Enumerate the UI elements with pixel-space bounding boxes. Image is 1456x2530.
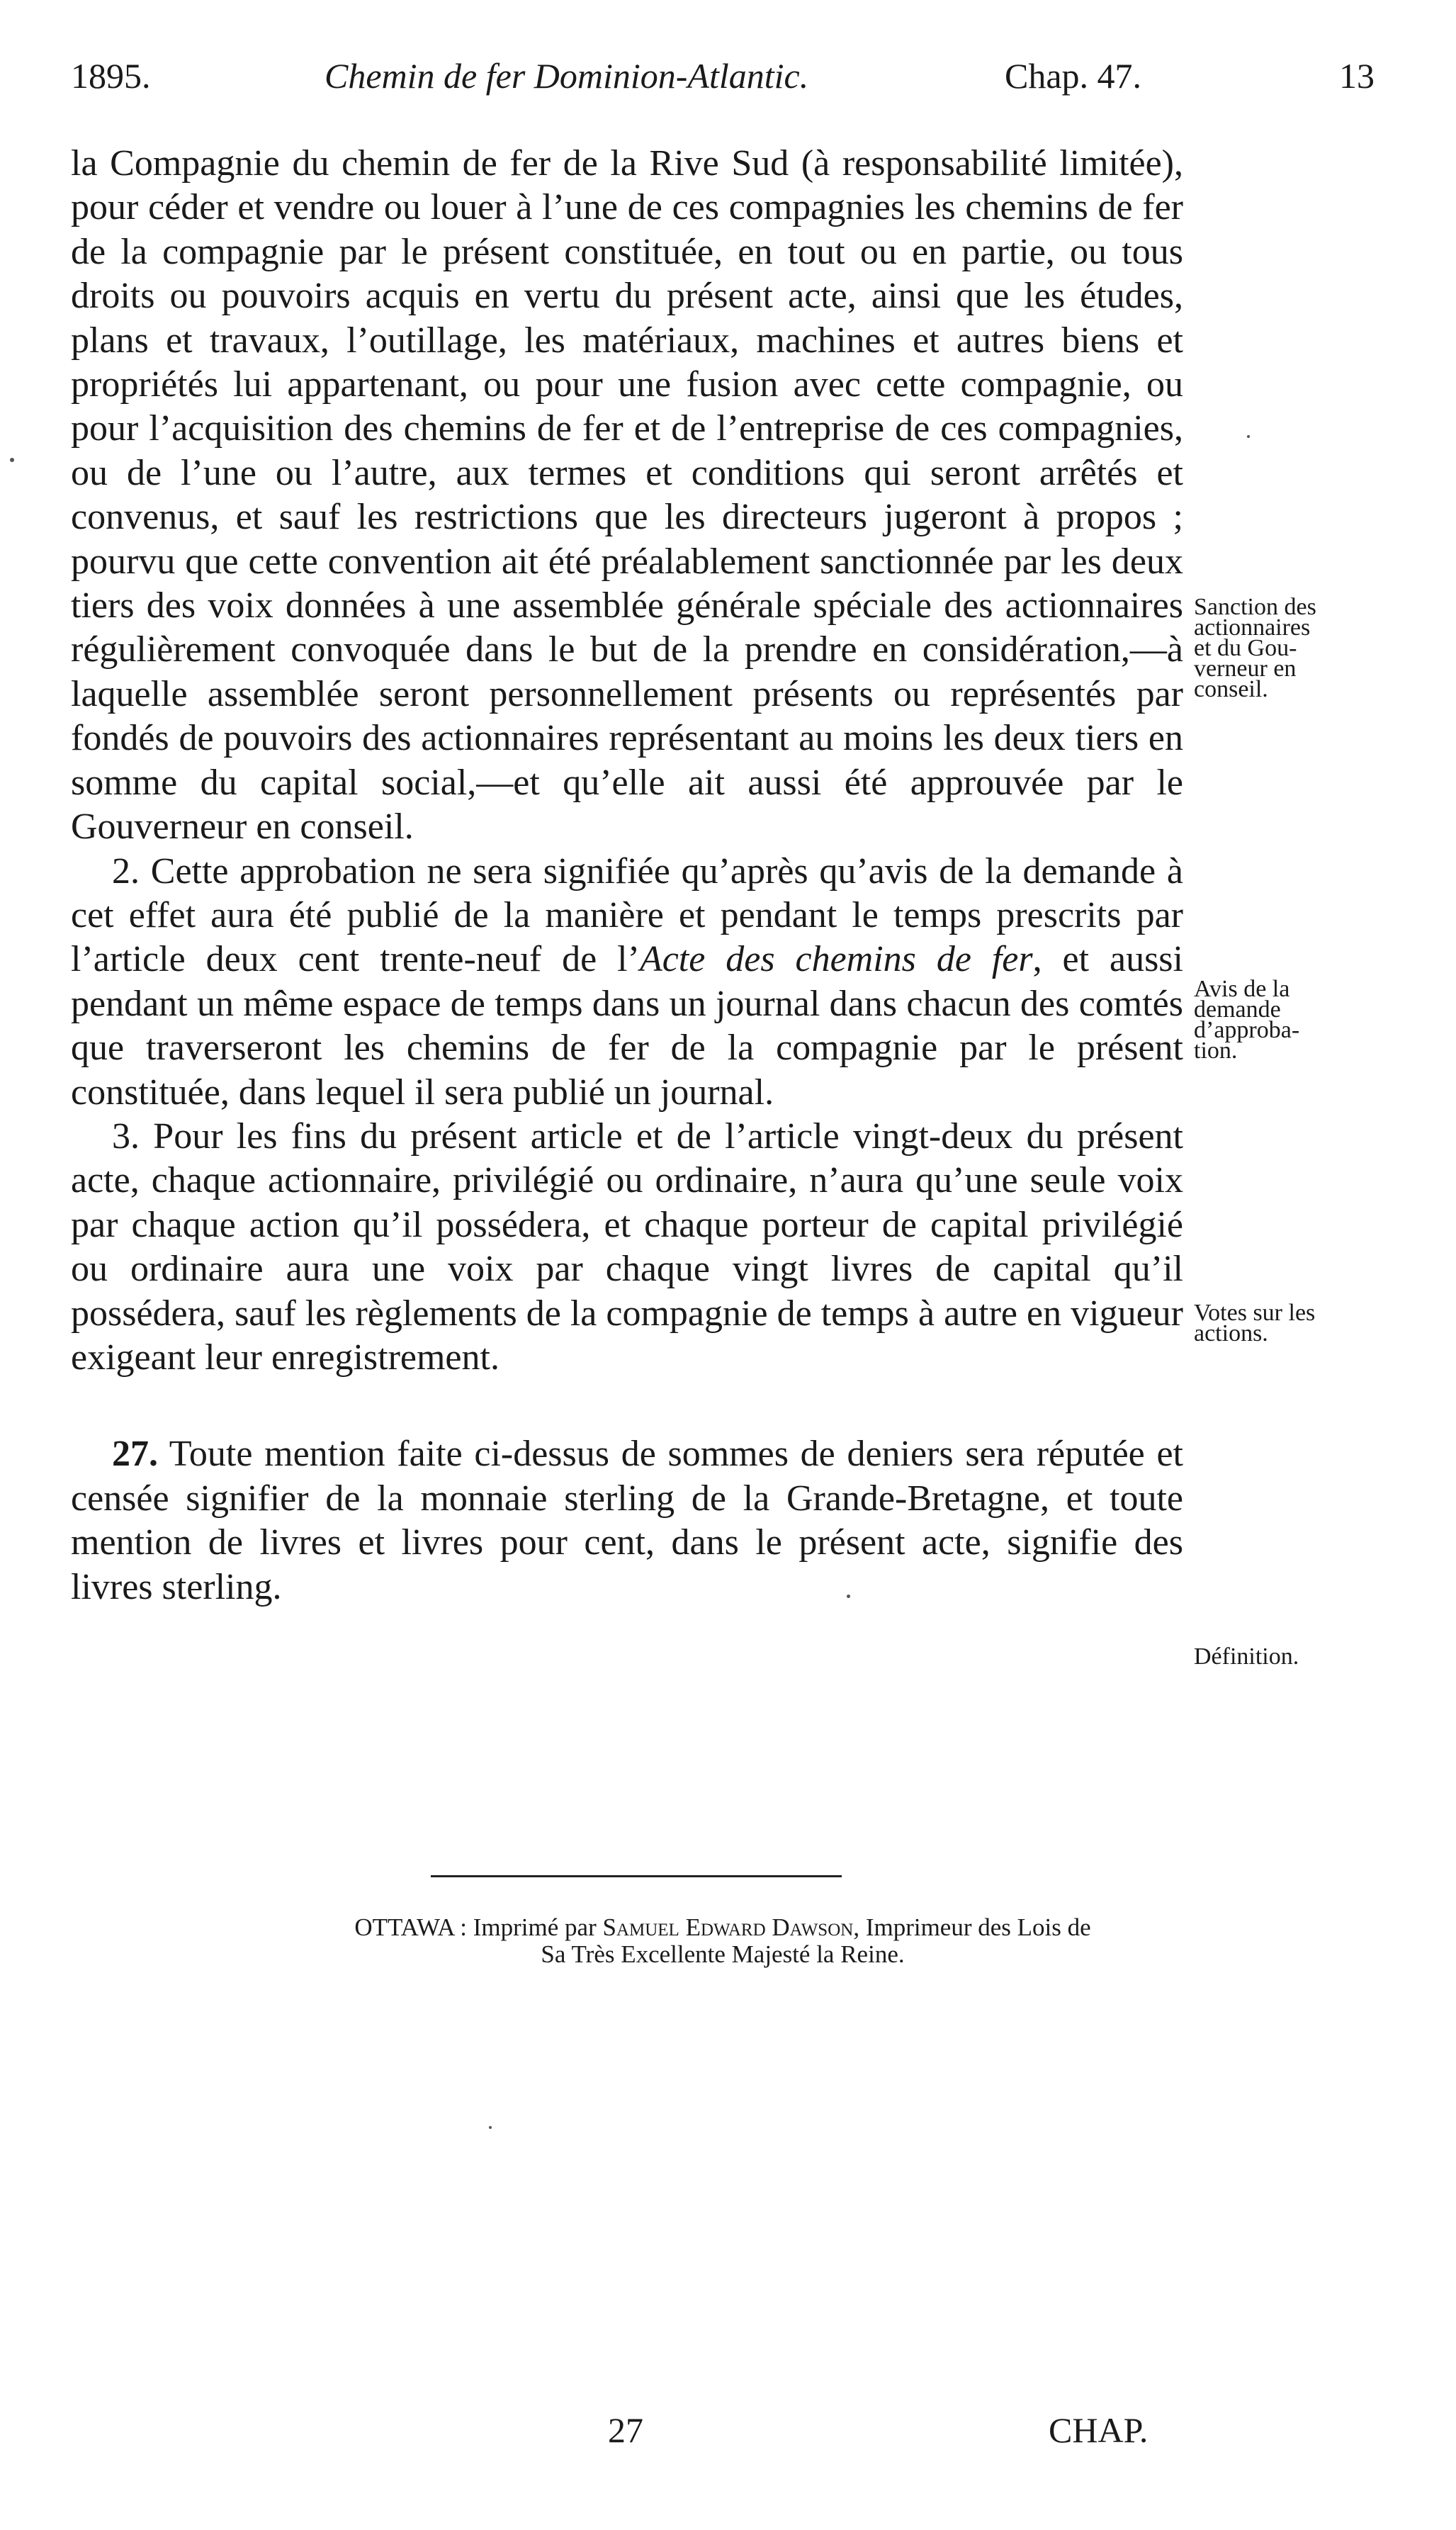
- section-27-number: 27.: [112, 1434, 158, 1475]
- margin-note-votes: [1194, 1300, 1375, 1346]
- paragraph-3: 3. Pour les fins du présent article et de l’article vingt-deux du présent acte, chaque actionnaire, privilégié ou ordinaire, n’aura qu’une seule voix par chaque action qu’il possédera, et chaque porteur de capital privilégié ou ordinaire aura une voix par chaque vingt livres de capital qu’il possédera, sauf les règlements de la compagnie de temps à autre en vigueur exigeant leur enregistrement.: [71, 1115, 1183, 1378]
- running-header: [71, 55, 1375, 112]
- paragraph-1: la Compagnie du chemin de fer de la Rive Sud (à responsabilité limitée), pour céder et vendre ou louer à l’une de ces compagnies les chemins de fer de la compagnie par le présent constituée, en tout ou en partie, ou tous droits ou pouvoirs acquis en vertu du présent acte, ainsi que les études, plans et travaux, l’outillage, les matériaux, machines et autres biens et propriétés lui appartenant, ou pour une fusion avec cette compagnie, ou pour l’acquisition des chemins de fer et de l’entreprise de ces compagnies, ou de l’une ou l’autre, aux termes et conditions qui seront arrêtés et convenus, et sauf les restrictions que les directeurs jugeront à propos ; pourvu que cette convention ait été préalablement sanctionnée par les deux tiers des voix données à une assemblée générale spéciale des actionnaires régulièrement convoquée dans le but de la prendre en considération,—à laquelle assemblée seront personnellement présents ou représentés par fondés de pouvoirs des actionnaires représentant au moins les deux tiers en somme du capital social,—et qu’elle ait aussi été approuvée par le Gouverneur en conseil.: [71, 143, 1183, 848]
- section-27: [71, 1432, 1183, 1609]
- main-text: [71, 142, 1183, 1609]
- imprint-line-1: [71, 1914, 1375, 1941]
- paragraph-2-text-b: , et aussi pendant un même espace de temps dans un journal dans chacun des comtés que traverseront les chemins de fer de la compagnie par le présent constituée, dans lequel il sera publié un journal.: [71, 939, 1183, 1113]
- margin-note-line: Votes sur les: [1194, 1300, 1316, 1326]
- margin-note-line: Avis de la: [1194, 976, 1290, 1002]
- printer-imprint: [71, 1914, 1375, 1968]
- margin-note-line: verneur en: [1194, 656, 1297, 682]
- paper-speck: [1247, 435, 1250, 438]
- horizontal-rule: [431, 1875, 842, 1877]
- margin-note-line: tion.: [1194, 1038, 1238, 1064]
- margin-note-line: actionnaires: [1194, 614, 1311, 641]
- act-title-italic: Acte des chemins de fer: [639, 939, 1033, 980]
- margin-note-line: actions.: [1194, 1320, 1268, 1346]
- header-year: 1895.: [71, 56, 151, 96]
- margin-note-sanction: [1194, 594, 1375, 702]
- margin-note-definition: [1194, 1643, 1375, 1670]
- paragraph-2: [71, 850, 1183, 1115]
- catchword: CHAP.: [1049, 2410, 1149, 2450]
- paper-speck: [489, 2126, 492, 2129]
- printer-name: Samuel Edward Dawson: [602, 1913, 854, 1941]
- paper-speck: [847, 1595, 850, 1598]
- imprint-line-2: Sa Très Excellente Majesté la Reine.: [541, 1940, 905, 1968]
- page-number: 13: [1339, 56, 1375, 96]
- page-footer: [0, 2410, 1456, 2459]
- section-27-text: Toute mention faite ci-dessus de sommes de deniers sera réputée et censée signifier de la monnaie sterling de la Grande-Bretagne, et toute mention de livres et livres pour cent, dans le présent acte, signifie des livres sterling.: [71, 1434, 1183, 1607]
- margin-note-line: et du Gou-: [1194, 635, 1297, 661]
- signature-mark: 27: [608, 2410, 643, 2450]
- margin-note-line: Sanction des: [1194, 594, 1316, 620]
- margin-note-avis: [1194, 976, 1375, 1064]
- margin-note-line: d’approba-: [1194, 1017, 1300, 1043]
- imprint-prefix: OTTAWA : Imprimé par: [354, 1913, 603, 1941]
- margin-note-line: demande: [1194, 996, 1281, 1023]
- paragraph-2-text-a: 2. Cette approbation ne sera signifiée qu’après qu’avis de la demande à cet effet aura été publié de la manière et pendant le temps prescrits par l’article deux cent trente-neuf de l’: [71, 850, 1183, 980]
- margin-note-line: Définition.: [1194, 1643, 1299, 1670]
- margin-note-line: conseil.: [1194, 676, 1268, 702]
- header-title: Chemin de fer Dominion-Atlantic.: [325, 56, 809, 96]
- imprint-suffix: , Imprimeur des Lois de: [853, 1913, 1091, 1941]
- paper-speck: [10, 458, 14, 462]
- header-chapter: Chap. 47.: [1005, 56, 1142, 96]
